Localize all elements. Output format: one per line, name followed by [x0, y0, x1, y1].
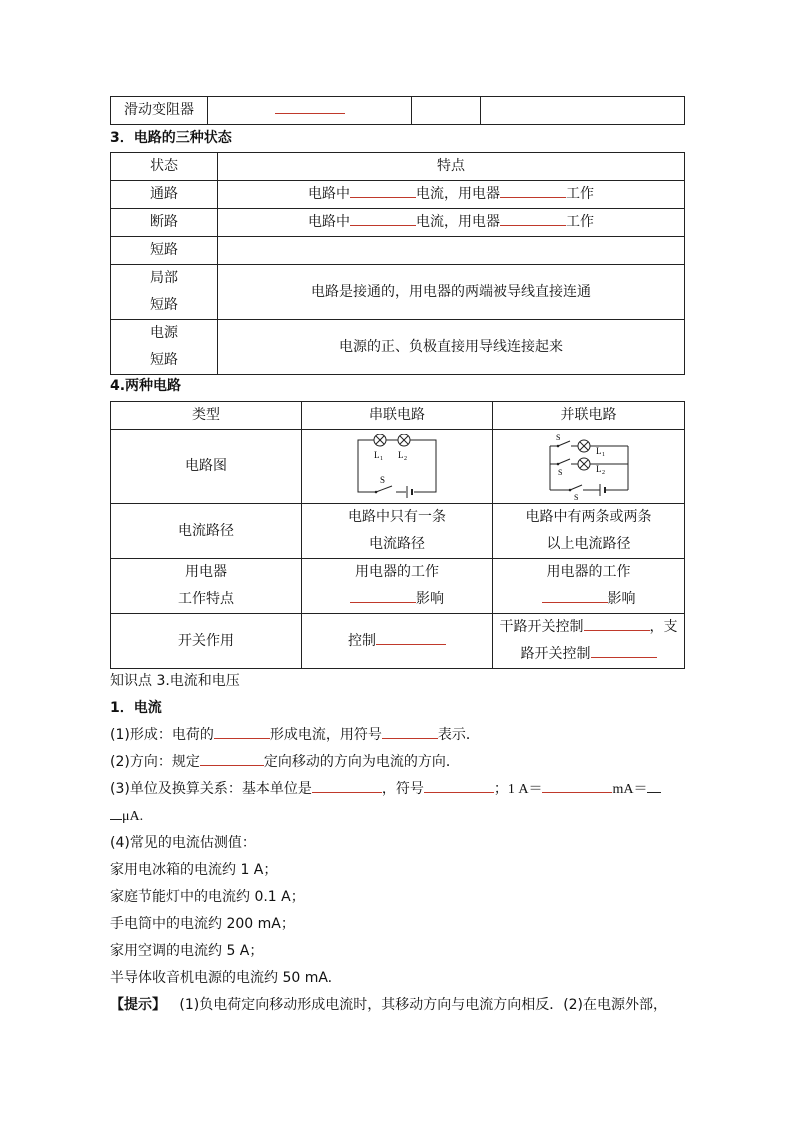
svg-text:1: 1	[601, 451, 605, 458]
header-parallel: 并联电路	[493, 402, 685, 430]
two-circuits-table	[110, 401, 685, 669]
svg-text:L: L	[595, 463, 601, 474]
parallel-switch: 干路开关控制 ，支 路开关控制	[493, 614, 685, 669]
row-label-rheostat: 滑动变阻器	[111, 97, 208, 125]
svg-text:S: S	[555, 433, 560, 442]
parallel-circuit-diagram	[493, 430, 685, 504]
series-switch: 控制	[302, 614, 493, 669]
parallel-circuit-svg	[544, 434, 634, 500]
para-units-cont: μA.	[110, 805, 143, 825]
answer-blank[interactable]	[584, 616, 650, 631]
answer-blank[interactable]	[542, 588, 608, 603]
section3-title: 3．电路的三种状态	[110, 130, 232, 146]
answer-blank[interactable]	[500, 183, 566, 198]
empty-cell	[412, 97, 481, 125]
state-partial-short: 局部 短路	[111, 265, 218, 320]
parallel-path: 电路中有两条或两条 以上电流路径	[493, 504, 685, 559]
para-direction: (2)方向：规定 定向移动的方向为电流的方向．	[110, 751, 460, 771]
para-formation: (1)形成：电荷的 形成电流，用符号 表示．	[110, 724, 480, 744]
section4-title: 4.两种电路	[110, 378, 182, 394]
answer-blank[interactable]	[275, 99, 345, 114]
svg-text:S: S	[573, 492, 578, 500]
svg-text:2: 2	[601, 469, 605, 476]
answer-blank[interactable]	[350, 211, 416, 226]
svg-text:S: S	[557, 467, 562, 477]
answer-blank[interactable]	[200, 751, 264, 766]
blank-cell	[208, 97, 412, 125]
answer-blank[interactable]	[350, 588, 416, 603]
source-short-desc: 电源的正、负极直接用导线连接起来	[218, 320, 685, 375]
para-units: (3)单位及换算关系：基本单位是 ，符号 ；1 A＝ mA＝	[110, 778, 661, 798]
closed-desc: 电路中 电流，用电器 工作	[218, 181, 685, 209]
estimate-fridge: 家用电冰箱的电流约 1 A；	[110, 862, 278, 878]
estimate-ac: 家用空调的电流约 5 A；	[110, 943, 264, 959]
header-feature: 特点	[218, 153, 685, 181]
row-diagram-label: 电路图	[111, 430, 302, 504]
answer-blank[interactable]	[350, 183, 416, 198]
header-series: 串联电路	[302, 402, 493, 430]
series-path: 电路中只有一条 电流路径	[302, 504, 493, 559]
answer-blank[interactable]	[376, 630, 446, 645]
partial-short-desc: 电路是接通的，用电器的两端被导线直接连通	[218, 265, 685, 320]
label-l1: L	[374, 449, 380, 460]
estimate-flashlight: 手电筒中的电流约 200 mA；	[110, 916, 295, 932]
answer-blank[interactable]	[500, 211, 566, 226]
parallel-device: 用电器的工作 影响	[493, 559, 685, 614]
top-table	[110, 96, 685, 125]
tip-label: 【提示】	[110, 997, 166, 1013]
series-circuit-svg	[352, 434, 442, 500]
header-type: 类型	[111, 402, 302, 430]
knowledge-heading: 知识点 3.电流和电压	[110, 673, 240, 689]
state-open: 断路	[111, 209, 218, 237]
subsection-current: 1．电流	[110, 700, 162, 716]
series-device: 用电器的工作 影响	[302, 559, 493, 614]
label-s: S	[380, 474, 386, 485]
answer-blank[interactable]	[312, 778, 382, 793]
row-switch-label: 开关作用	[111, 614, 302, 669]
answer-blank[interactable]	[591, 643, 657, 658]
answer-blank[interactable]	[382, 724, 438, 739]
answer-blank[interactable]	[542, 778, 612, 793]
row-path-label: 电流路径	[111, 504, 302, 559]
state-short: 短路	[111, 237, 218, 265]
tip-text: (1)负电荷定向移动形成电流时，其移动方向与电流方向相反．(2)在电源外部，	[179, 997, 668, 1013]
svg-text:L: L	[595, 445, 601, 456]
open-desc: 电路中 电流，用电器 工作	[218, 209, 685, 237]
circuit-states-table	[110, 152, 685, 375]
short-desc	[218, 237, 685, 265]
header-state: 状态	[111, 153, 218, 181]
answer-blank[interactable]	[647, 778, 661, 793]
state-source-short: 电源 短路	[111, 320, 218, 375]
label-l2: L	[398, 449, 404, 460]
switch-icon	[570, 485, 582, 490]
tip-line	[110, 994, 667, 1014]
empty-cell	[481, 97, 685, 125]
svg-text:1: 1	[380, 455, 383, 462]
svg-text:2: 2	[404, 455, 407, 462]
estimate-lamp: 家庭节能灯中的电流约 0.1 A；	[110, 889, 305, 905]
state-closed: 通路	[111, 181, 218, 209]
answer-blank[interactable]	[214, 724, 270, 739]
estimate-radio: 半导体收音机电源的电流约 50 mA.	[110, 970, 333, 986]
row-device-label: 用电器 工作特点	[111, 559, 302, 614]
series-circuit-diagram	[302, 430, 493, 504]
para-estimates: (4)常见的电流估测值：	[110, 835, 256, 851]
answer-blank[interactable]	[424, 778, 494, 793]
answer-blank[interactable]	[110, 805, 122, 820]
